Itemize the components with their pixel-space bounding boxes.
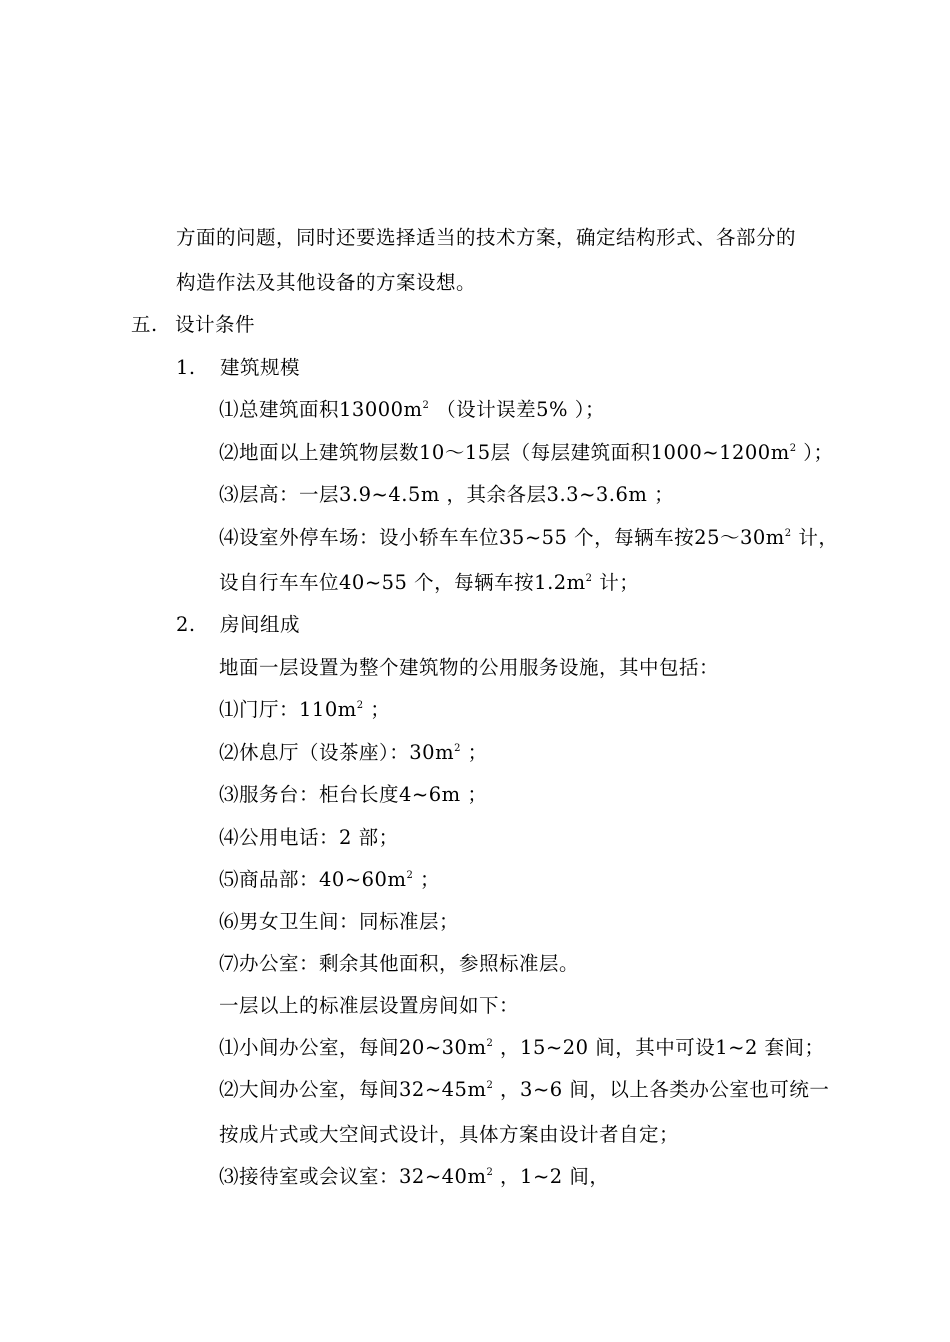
item-text: 设自行车车位40~55 个，每辆车按1.2m xyxy=(219,571,586,594)
list-item-continuation xyxy=(219,1122,679,1148)
item-text: ⑹男女卫生间：同标准层； xyxy=(219,910,460,933)
item-text: ⑵地面以上建筑物层数10～15层（每层建筑面积1000~1200m xyxy=(219,441,790,464)
section-number: 五. xyxy=(131,313,158,336)
subsection-title-1: 建筑规模 xyxy=(220,356,301,379)
item-text: ⑴总建筑面积13000m xyxy=(219,398,423,421)
superscript: 2 xyxy=(486,1167,494,1178)
superscript: 2 xyxy=(454,743,461,754)
superscript: 2 xyxy=(486,1038,494,1049)
superscript: 2 xyxy=(784,528,792,539)
item-text: ，15~20 间，其中可设1~2 套间； xyxy=(493,1036,825,1059)
item-text: ⑴小间办公室，每间20~30m xyxy=(219,1036,487,1059)
list-item xyxy=(219,825,399,851)
subsection-number-2: 2. xyxy=(176,613,196,636)
list-item xyxy=(219,1164,609,1190)
list-item xyxy=(219,740,488,766)
item-text: ⑷公用电话：2 部； xyxy=(219,826,399,849)
list-item xyxy=(219,951,579,977)
list-item xyxy=(219,909,459,935)
item-text: ⑶服务台：柜台长度4~6m ； xyxy=(219,783,488,806)
item-text: 计； xyxy=(592,571,640,594)
item-text: ⑶层高：一层3.9~4.5m ，其余各层3.3~3.6m ； xyxy=(219,483,675,506)
item-text: ⑺办公室：剩余其他面积，参照标准层。 xyxy=(219,952,580,975)
superscript: 2 xyxy=(585,573,593,584)
superscript: 2 xyxy=(422,400,430,411)
list-item xyxy=(219,697,390,723)
superscript: 2 xyxy=(486,1080,494,1091)
subsection-heading-2 xyxy=(176,612,300,638)
subsection-heading-1 xyxy=(176,355,300,381)
list-item xyxy=(219,440,834,466)
list-item xyxy=(219,1035,825,1061)
section-heading xyxy=(131,312,255,338)
item-text: ⑵休息厅（设茶座）：30m xyxy=(219,741,455,764)
list-item xyxy=(219,867,440,893)
intro-text-2: 构造作法及其他设备的方案设想。 xyxy=(176,271,477,294)
list-item xyxy=(219,782,487,808)
superscript: 2 xyxy=(406,870,414,881)
list-item xyxy=(219,525,838,551)
superscript: 2 xyxy=(789,443,797,454)
section-title: 设计条件 xyxy=(175,313,256,336)
superscript: 2 xyxy=(356,700,364,711)
item-text: ，3~6 间，以上各类办公室也可统一 xyxy=(493,1078,830,1101)
item-text: ； xyxy=(363,698,391,721)
item-text: 按成片式或大空间式设计，具体方案由设计者自定； xyxy=(219,1123,680,1146)
intro-line-1 xyxy=(176,225,796,251)
paragraph xyxy=(219,993,519,1019)
intro-text-1: 方面的问题，同时还要选择适当的技术方案，确定结构形式、各部分的 xyxy=(176,226,797,249)
item-text: ； xyxy=(460,741,488,764)
list-item xyxy=(219,1077,829,1103)
subsection-title-2: 房间组成 xyxy=(220,613,301,636)
item-text: ； xyxy=(413,868,441,891)
list-item-continuation xyxy=(219,570,639,596)
item-text: ）； xyxy=(796,441,834,464)
paragraph-text: 一层以上的标准层设置房间如下： xyxy=(219,994,520,1017)
item-text: ⑶接待室或会议室：32~40m xyxy=(219,1165,487,1188)
subsection-number-1: 1. xyxy=(176,356,196,379)
item-text: ⑷设室外停车场：设小轿车车位35~55 个，每辆车按25～30m xyxy=(219,526,785,549)
item-text: ，1~2 间， xyxy=(493,1165,610,1188)
intro-line-2 xyxy=(176,270,476,296)
item-text: 计， xyxy=(791,526,839,549)
list-item xyxy=(219,397,605,423)
paragraph xyxy=(219,655,719,681)
item-text: ⑴门厅：110m xyxy=(219,698,357,721)
list-item xyxy=(219,482,674,508)
paragraph-text: 地面一层设置为整个建筑物的公用服务设施，其中包括： xyxy=(219,656,720,679)
item-text: （设计误差5% ）； xyxy=(429,398,605,421)
item-text: ⑸商品部：40~60m xyxy=(219,868,407,891)
item-text: ⑵大间办公室，每间32~45m xyxy=(219,1078,487,1101)
